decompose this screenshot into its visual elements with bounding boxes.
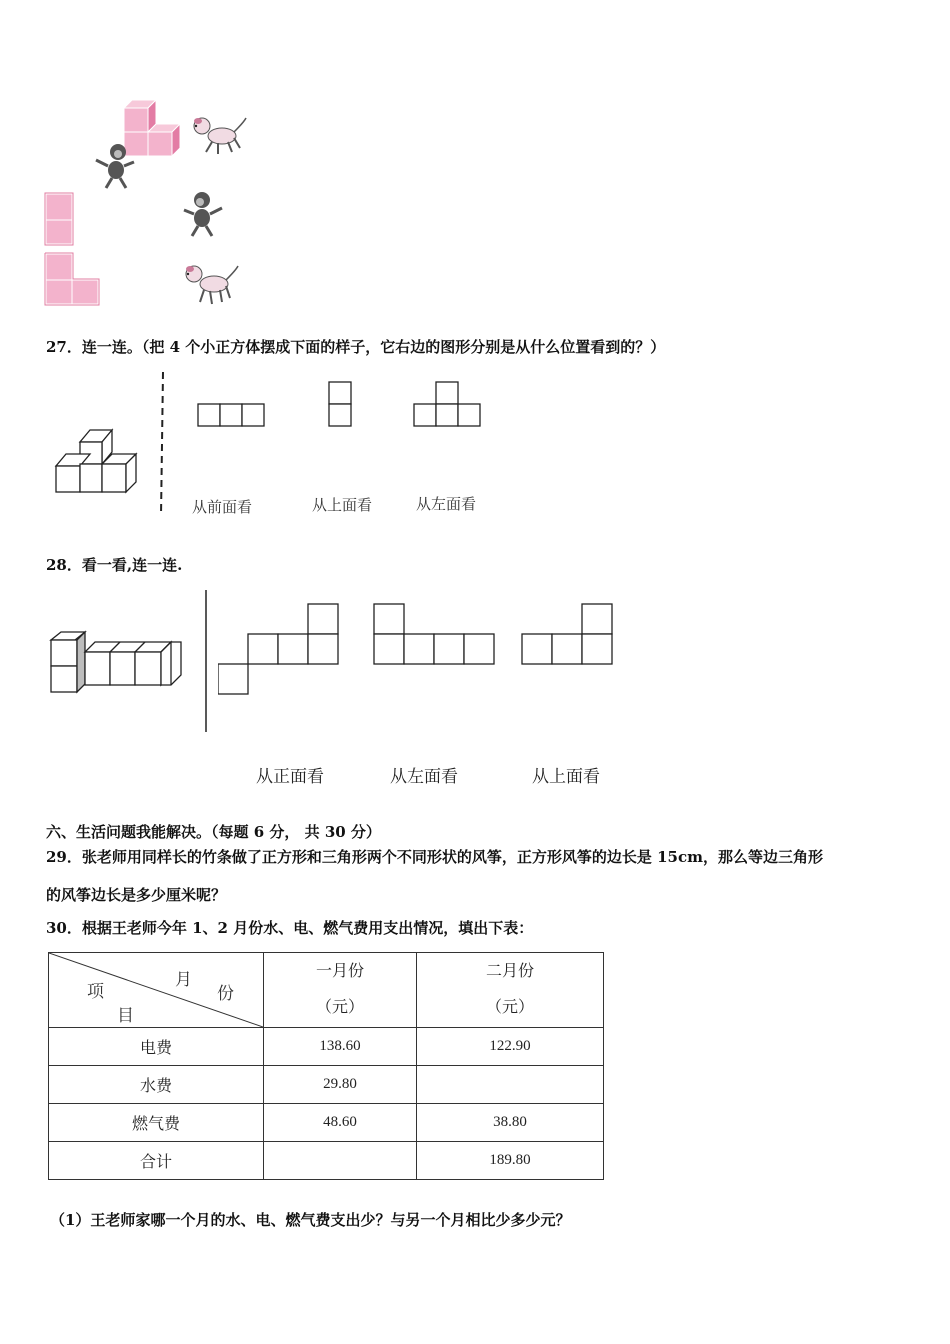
monkey-icon [180,190,224,238]
q28-label-front: 从正面看 [256,767,324,787]
monkey-icon [94,142,138,190]
q27-view-t-shape [412,380,484,430]
q28-view-staircase [218,602,342,696]
q27-question-text: 27．连一连。（把 4 个小正方体摆成下面的样子，它右边的图形分别是从什么位置看到的？） [46,338,666,356]
q30-expense-table [48,952,604,1180]
row-feb-value [417,1066,604,1104]
february-unit: （元） [485,999,534,1016]
q26-view-l-shape [44,252,102,308]
january-label: 一月份 [315,963,364,980]
q29-line-2: 的风筝边长是多少厘米呢？ [46,886,227,904]
table-row [49,1028,604,1066]
q27-dashed-divider [158,370,168,518]
row-jan-value: 48.60 [264,1104,417,1142]
table-header-row [49,953,604,1028]
row-item: 水费 [49,1066,264,1104]
q29-line-1: 29．张老师用同样长的竹条做了正方形和三角形两个不同形状的风筝，正方形风筝的边长是 15cm，那么等边三角形 [46,848,823,866]
header-xiang-word: 项 [87,982,104,1001]
q28-divider [202,588,210,734]
header-month-word: 月 [175,970,192,989]
table-row [49,1142,604,1180]
q26-view-two-stack [44,192,76,248]
q27-cube-figure [52,426,152,498]
row-feb-value: 122.90 [417,1028,604,1066]
q28-question-text: 28．看一看,连一连. [46,556,183,574]
q28-view-right-raised [520,602,616,666]
q27-label-left: 从左面看 [416,495,477,513]
row-feb-value: 38.80 [417,1104,604,1142]
q28-label-top: 从上面看 [532,767,600,787]
q27-view-two-stack [326,380,356,430]
dog-icon [188,112,250,158]
q30-question-text: 30．根据王老师今年 1、2 月份水、电、燃气费用支出情况，填出下表： [46,919,534,937]
table-row [49,1066,604,1104]
row-jan-value: 29.80 [264,1066,417,1104]
q27-view-row-of-three [196,402,268,430]
row-jan-value: 138.60 [264,1028,417,1066]
header-diagonal-cell [49,953,264,1028]
q30-subquestion-1: （1）王老师家哪一个月的水、电、燃气费支出少？与另一个月相比少多少元？ [50,1211,571,1229]
dog-icon [180,262,242,308]
january-unit: （元） [315,999,364,1016]
header-february [417,953,604,1028]
row-feb-value: 189.80 [417,1142,604,1180]
february-label: 二月份 [485,963,534,980]
row-item: 合计 [49,1142,264,1180]
q28-cube-figure [48,630,184,696]
table-row [49,1104,604,1142]
header-january [264,953,417,1028]
q27-label-front: 从前面看 [192,498,253,516]
header-fen-word: 份 [217,984,234,1003]
q27-label-top: 从上面看 [312,496,373,514]
row-item: 燃气费 [49,1104,264,1142]
q28-view-left-raised [372,602,498,666]
row-item: 电费 [49,1028,264,1066]
row-jan-value [264,1142,417,1180]
q28-label-left: 从左面看 [390,767,458,787]
section6-heading: 六、生活问题我能解决。（每题 6 分， 共 30 分） [46,823,381,841]
header-mu-word: 目 [117,1006,134,1025]
